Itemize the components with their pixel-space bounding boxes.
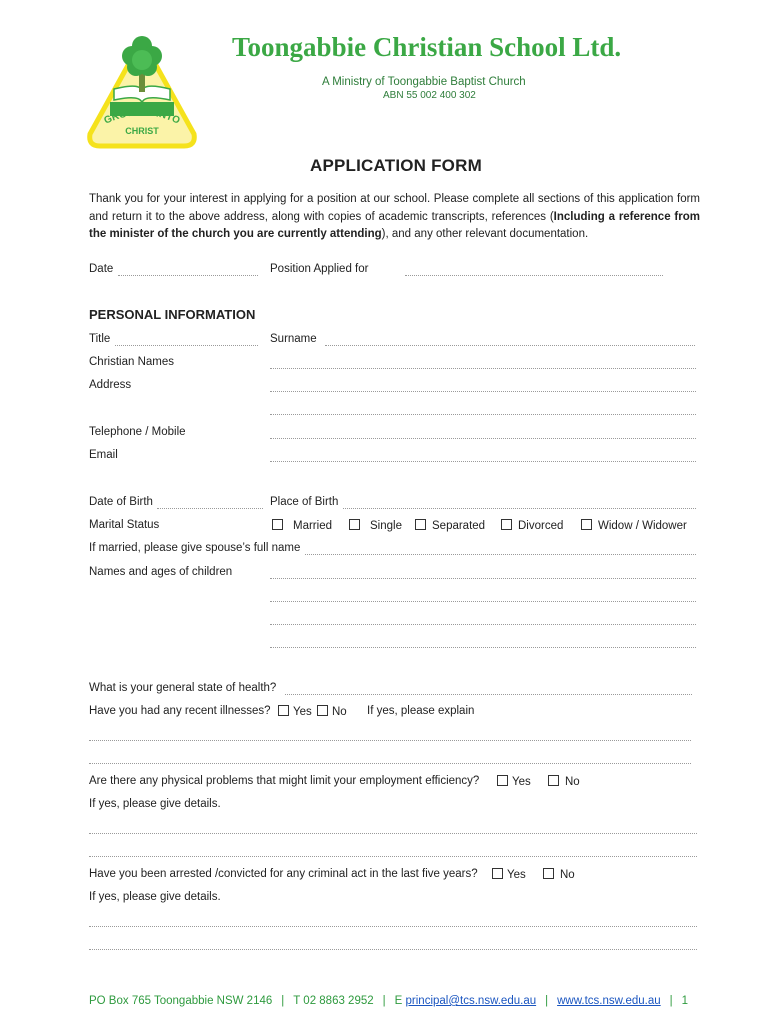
checkbox-single[interactable] bbox=[349, 519, 360, 530]
dob-label: Date of Birth bbox=[89, 496, 153, 508]
marital-option-single[interactable] bbox=[349, 519, 402, 532]
address-label: Address bbox=[89, 379, 132, 391]
title-field[interactable] bbox=[115, 345, 258, 346]
checkbox-widow[interactable] bbox=[581, 519, 592, 530]
health-field[interactable] bbox=[285, 694, 692, 695]
checkbox-illness-no[interactable] bbox=[317, 705, 328, 716]
illness-yes-label: Yes bbox=[293, 706, 312, 718]
page-footer: PO Box 765 Toongabbie NSW 2146 | T 02 8863 2952 | E principal@tcs.nsw.edu.au | www.tcs.nsw.edu.au | 1 bbox=[89, 995, 689, 1007]
christian-names-label: Christian Names bbox=[89, 356, 174, 368]
checkbox-criminal-no[interactable] bbox=[543, 868, 554, 879]
address-field-1[interactable] bbox=[270, 391, 696, 392]
single-label: Single bbox=[370, 520, 402, 532]
illness-question: Have you had any recent illnesses? bbox=[89, 705, 271, 717]
children-field-1[interactable] bbox=[270, 578, 696, 579]
criminal-field-2[interactable] bbox=[89, 949, 697, 950]
checkbox-illness-yes[interactable] bbox=[278, 705, 289, 716]
footer-phone: T 02 8863 2952 bbox=[293, 995, 374, 1007]
position-label: Position Applied for bbox=[270, 263, 369, 275]
email-label: Email bbox=[89, 449, 118, 461]
spouse-field[interactable] bbox=[305, 554, 696, 555]
children-field-2[interactable] bbox=[270, 601, 696, 602]
physical-no-option[interactable] bbox=[548, 775, 580, 788]
checkbox-physical-yes[interactable] bbox=[497, 775, 508, 786]
marital-option-separated[interactable] bbox=[415, 519, 485, 532]
dob-field[interactable] bbox=[157, 508, 263, 509]
pob-label: Place of Birth bbox=[270, 496, 339, 508]
telephone-field[interactable] bbox=[270, 438, 696, 439]
footer-page-number: 1 bbox=[681, 995, 689, 1007]
separated-label: Separated bbox=[432, 520, 486, 532]
children-label: Names and ages of children bbox=[89, 566, 233, 578]
physical-no-label: No bbox=[565, 776, 580, 788]
position-field[interactable] bbox=[405, 275, 663, 276]
criminal-yes-option[interactable] bbox=[492, 868, 526, 881]
criminal-field-1[interactable] bbox=[89, 926, 697, 927]
marital-status-label: Marital Status bbox=[89, 519, 160, 531]
address-field-2[interactable] bbox=[270, 414, 696, 415]
footer-email-link[interactable]: principal@tcs.nsw.edu.au bbox=[405, 995, 537, 1007]
logo-motto-bottom: CHRIST bbox=[125, 126, 159, 136]
marital-option-widow[interactable] bbox=[581, 519, 687, 532]
married-label: Married bbox=[293, 520, 332, 532]
marital-option-married[interactable] bbox=[272, 519, 332, 532]
footer-website-link[interactable]: www.tcs.nsw.edu.au bbox=[557, 995, 661, 1007]
illness-no-option[interactable] bbox=[317, 705, 347, 718]
physical-field-1[interactable] bbox=[89, 833, 697, 834]
checkbox-married[interactable] bbox=[272, 519, 283, 530]
ministry-line: A Ministry of Toongabbie Baptist Church bbox=[322, 76, 526, 88]
criminal-no-label: No bbox=[560, 869, 575, 881]
footer-po-box: PO Box 765 Toongabbie NSW 2146 bbox=[89, 995, 273, 1007]
christian-names-field[interactable] bbox=[270, 368, 696, 369]
abn-line: ABN 55 002 400 302 bbox=[383, 90, 476, 101]
criminal-details-label: If yes, please give details. bbox=[89, 891, 221, 903]
marital-option-divorced[interactable] bbox=[501, 519, 563, 532]
physical-field-2[interactable] bbox=[89, 856, 697, 857]
illness-no-label: No bbox=[332, 706, 347, 718]
spouse-label: If married, please give spouse’s full name bbox=[89, 542, 301, 554]
intro-part1: Thank you for your interest in applying for a position at our school. Please complete all sections of this application form and return it to the above address, along with copies of academic transcripts, references ( bbox=[89, 193, 700, 223]
surname-field[interactable] bbox=[325, 345, 695, 346]
intro-bold: Including a reference from the minister of the church you are currently attending bbox=[89, 210, 700, 240]
illness-yes-option[interactable] bbox=[278, 705, 312, 718]
children-field-4[interactable] bbox=[270, 647, 696, 648]
physical-yes-label: Yes bbox=[512, 776, 531, 788]
divorced-label: Divorced bbox=[518, 520, 564, 532]
pob-field[interactable] bbox=[343, 508, 696, 509]
checkbox-separated[interactable] bbox=[415, 519, 426, 530]
date-field[interactable] bbox=[118, 275, 258, 276]
school-logo bbox=[84, 34, 200, 150]
personal-info-heading: PERSONAL INFORMATION bbox=[89, 307, 256, 322]
title-label: Title bbox=[89, 333, 111, 345]
email-field[interactable] bbox=[270, 461, 696, 462]
school-name: Toongabbie Christian School Ltd. bbox=[232, 32, 622, 62]
widow-label: Widow / Widower bbox=[598, 520, 687, 532]
date-label: Date bbox=[89, 263, 114, 275]
children-field-3[interactable] bbox=[270, 624, 696, 625]
criminal-yes-label: Yes bbox=[507, 869, 526, 881]
illness-explain-label: If yes, please explain bbox=[367, 705, 475, 717]
criminal-question: Have you been arrested /convicted for any criminal act in the last five years? bbox=[89, 868, 478, 880]
criminal-no-option[interactable] bbox=[543, 868, 575, 881]
footer-email-prefix: E bbox=[394, 995, 406, 1007]
intro-paragraph bbox=[89, 191, 700, 244]
physical-question: Are there any physical problems that might limit your employment efficiency? bbox=[89, 775, 480, 787]
illness-field-2[interactable] bbox=[89, 763, 691, 764]
intro-part2: ), and any other relevant documentation. bbox=[381, 228, 589, 240]
physical-yes-option[interactable] bbox=[497, 775, 531, 788]
health-question: What is your general state of health? bbox=[89, 682, 277, 694]
illness-field-1[interactable] bbox=[89, 740, 691, 741]
checkbox-divorced[interactable] bbox=[501, 519, 512, 530]
checkbox-criminal-yes[interactable] bbox=[492, 868, 503, 879]
logo-motto-top: GROW UP INTO bbox=[102, 106, 182, 127]
telephone-label: Telephone / Mobile bbox=[89, 426, 186, 438]
form-title: APPLICATION FORM bbox=[310, 156, 482, 175]
checkbox-physical-no[interactable] bbox=[548, 775, 559, 786]
surname-label: Surname bbox=[270, 333, 317, 345]
physical-details-label: If yes, please give details. bbox=[89, 798, 221, 810]
